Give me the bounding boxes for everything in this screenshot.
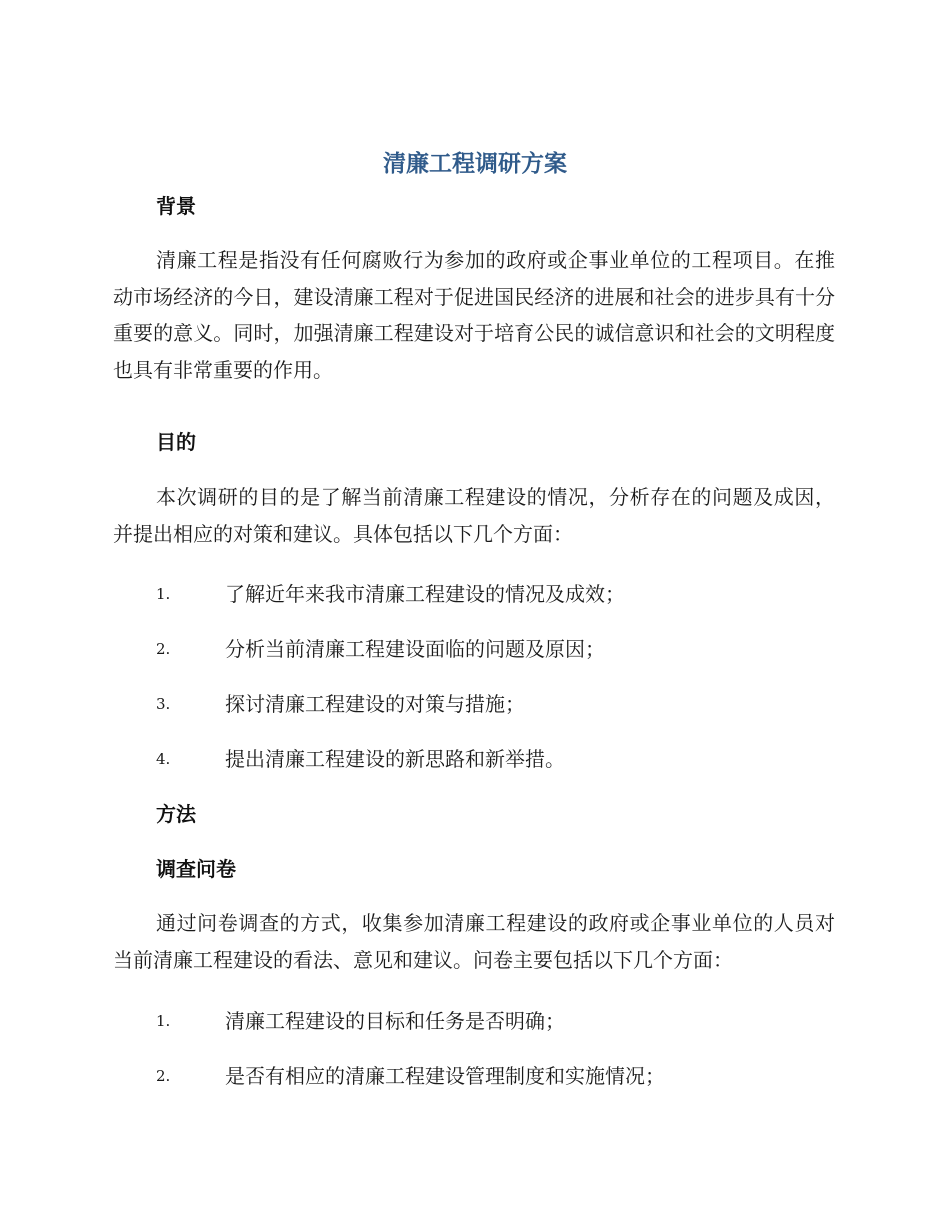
list-number: 1. (156, 1012, 171, 1030)
list-text: 提出清廉工程建设的新思路和新举措。 (225, 747, 565, 771)
list-item (156, 1060, 836, 1092)
heading-method: 方法 (156, 802, 196, 826)
list-item (156, 743, 836, 775)
list-item (156, 688, 836, 720)
paragraph-background: 清廉工程是指没有任何腐败行为参加的政府或企事业单位的工程项目。在推动市场经济的今日，建设清廉工程对于促进国民经济的进展和社会的进步具有十分重要的意义。同时，加强清廉工程建设对于培育公民的诚信意识和社会的文明程度也具有非常重要的作用。 (113, 248, 835, 383)
document-title: 清廉工程调研方案 (383, 151, 567, 177)
list-text: 探讨清廉工程建设的对策与措施； (225, 692, 525, 716)
list-text: 清廉工程建设的目标和任务是否明确； (225, 1009, 565, 1033)
list-item (156, 633, 836, 665)
list-item (156, 1005, 836, 1037)
list-number: 4. (156, 750, 171, 768)
list-number: 2. (156, 1067, 171, 1085)
list-number: 2. (156, 640, 171, 658)
list-text: 是否有相应的清廉工程建设管理制度和实施情况； (225, 1064, 665, 1088)
list-text: 了解近年来我市清廉工程建设的情况及成效； (225, 582, 625, 606)
list-number: 1. (156, 585, 171, 603)
heading-background: 背景 (156, 194, 196, 218)
list-text: 分析当前清廉工程建设面临的问题及原因； (225, 637, 605, 661)
list-item (156, 578, 836, 610)
paragraph-method: 通过问卷调查的方式，收集参加清廉工程建设的政府或企事业单位的人员对当前清廉工程建设的看法、意见和建议。问卷主要包括以下几个方面： (113, 911, 835, 972)
paragraph-purpose: 本次调研的目的是了解当前清廉工程建设的情况，分析存在的问题及成因，并提出相应的对策和建议。具体包括以下几个方面： (113, 485, 835, 546)
list-number: 3. (156, 695, 171, 713)
subheading-questionnaire: 调查问卷 (156, 857, 236, 881)
heading-purpose: 目的 (156, 430, 196, 454)
